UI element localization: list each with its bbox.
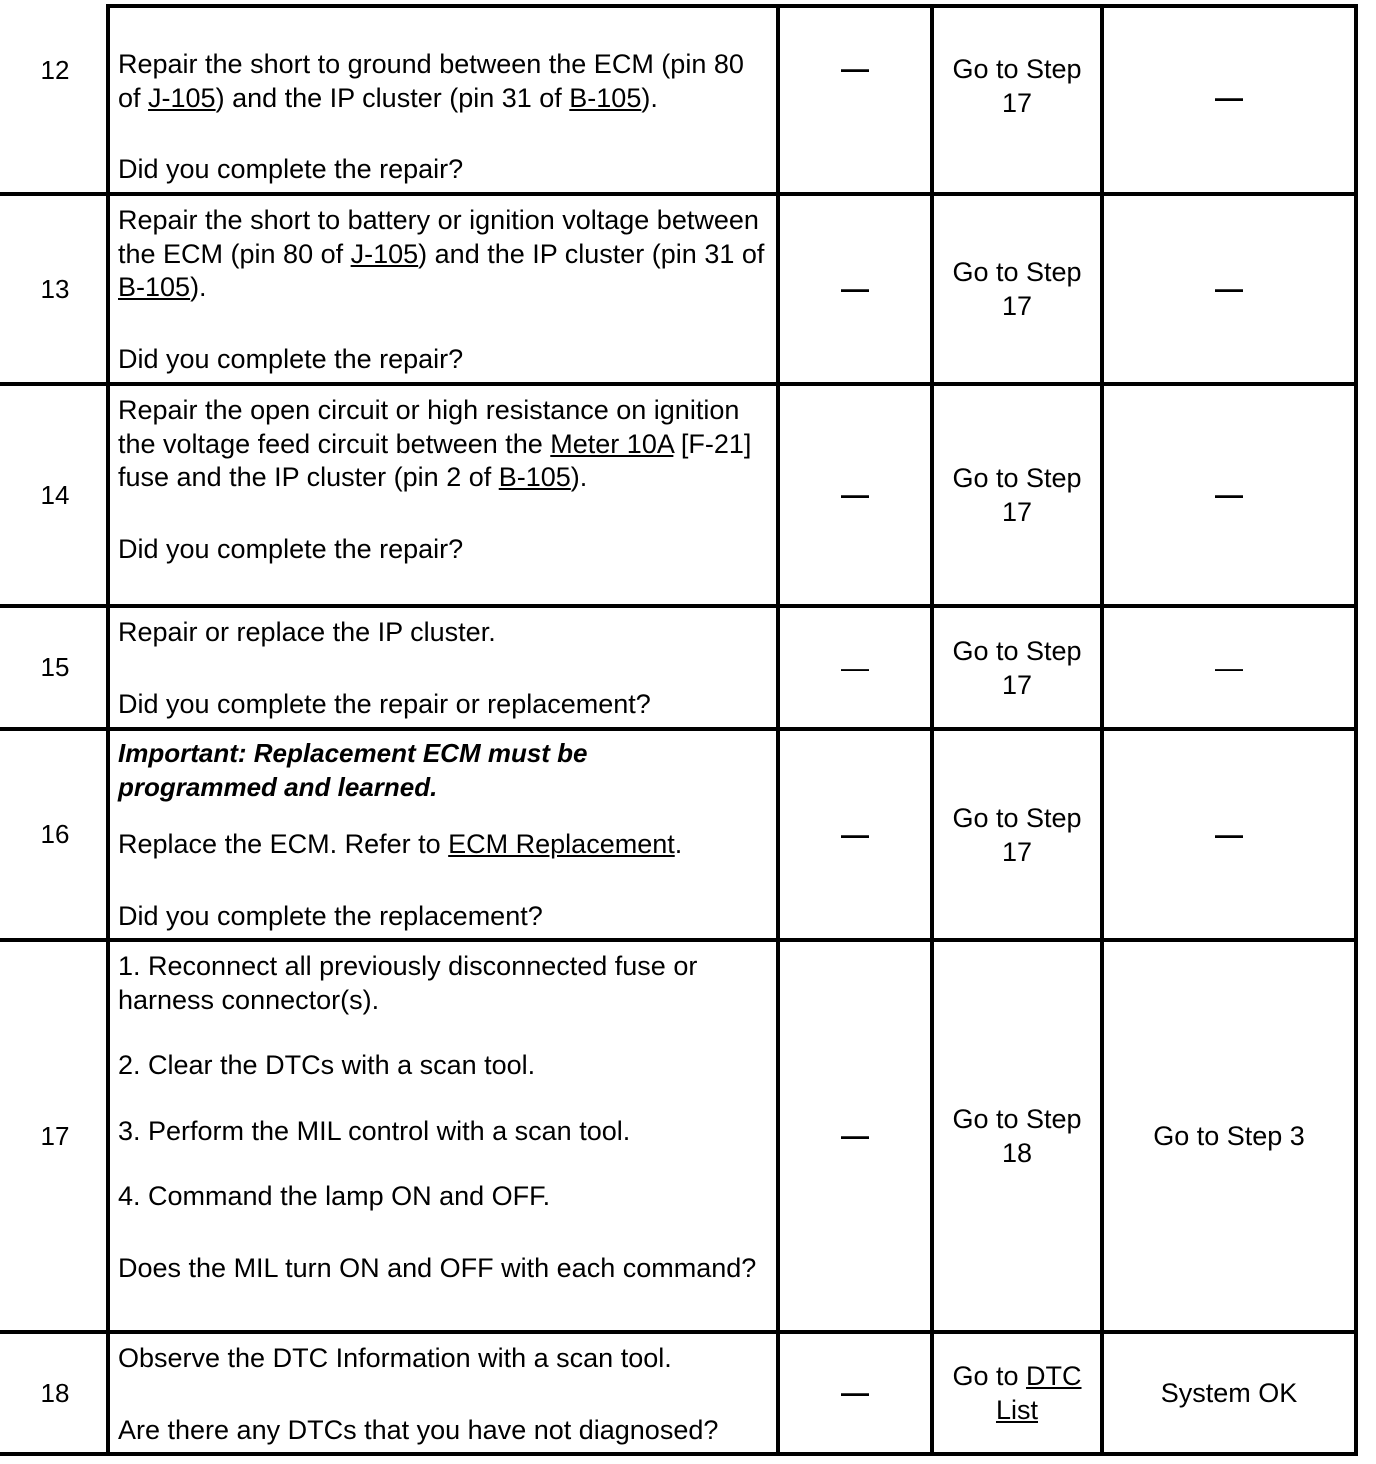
step-number-cell [0,729,110,940]
no-cell [1102,194,1356,384]
yes-cell [932,384,1102,606]
value-dash: — [841,818,869,850]
value-cell [778,1332,932,1454]
yes-cell [932,940,1102,1332]
row-divider [0,604,1358,608]
value-cell [778,606,932,729]
value-cell [778,384,932,606]
value-dash: — [841,651,869,683]
yes-action: Go to DTC List [952,1361,1082,1425]
action-cell [118,48,768,187]
step-number-cell [0,606,110,729]
connector-link-b105[interactable]: B-105 [498,462,571,492]
question-text: Does the MIL turn ON and OFF with each command? [118,1252,757,1283]
yes-action: Go to Step 17 [952,54,1082,118]
table-row [0,1332,1376,1454]
action-text: Repair the short to ground between the ECM (pin 80 of J-105) and the IP cluster (pin 31 of B-105). [118,49,744,113]
action-cell [118,1342,768,1447]
value-dash: — [841,1120,869,1151]
no-action: System OK [1160,1378,1298,1408]
row-divider [0,382,1358,386]
yes-cell [932,6,1102,194]
table-row [0,6,1376,194]
question-text: Did you complete the repair or replacement? [118,688,651,719]
table-border-top [106,4,1358,8]
action-cell [118,616,768,721]
yes-action: Go to Step 17 [952,257,1082,321]
action-cell [118,204,768,376]
step-number: 14 [40,479,70,510]
no-cell [1102,729,1356,940]
question-text: Did you complete the repair? [118,154,464,184]
dtc-list-link[interactable]: DTC List [995,1361,1082,1425]
value-cell [778,940,932,1332]
connector-link-b105[interactable]: B-105 [569,82,642,113]
step-number-cell [0,1332,110,1454]
step-number-cell [0,6,110,194]
action-cell [118,394,768,566]
step-number: 16 [40,819,70,849]
step-number-cell [0,194,110,384]
step-number: 13 [40,273,70,304]
no-action: Go to Step 3 [1153,1121,1305,1151]
yes-cell [932,606,1102,729]
procedure-step: 4. Command the lamp ON and OFF. [118,1181,551,1211]
action-cell [118,737,768,933]
no-cell [1102,940,1356,1332]
row-divider [0,938,1358,942]
value-dash: — [841,1377,869,1408]
no-cell [1102,6,1356,194]
fuse-link-meter-10a[interactable]: Meter 10A [550,428,674,459]
procedure-step: 3. Perform the MIL control with a scan tool. [118,1115,631,1146]
action-text: Observe the DTC Information with a scan tool. [118,1343,672,1373]
yes-cell [932,1332,1102,1454]
table-row [0,194,1376,384]
action-cell [118,950,768,1285]
table-row [0,729,1376,940]
no-dash: — [1215,818,1243,850]
row-divider [0,192,1358,196]
action-text: Repair the short to battery or ignition voltage between the ECM (pin 80 of J-105) and the IP cluster (pin 31 of B-105). [118,205,765,302]
table-border-bottom [0,1452,1358,1456]
value-cell [778,6,932,194]
yes-cell [932,194,1102,384]
yes-cell [932,729,1102,940]
table-row [0,606,1376,729]
yes-action: Go to Step 17 [952,635,1082,700]
yes-action: Go to Step 17 [952,463,1082,527]
value-cell [778,729,932,940]
table-row [0,384,1376,606]
connector-link-j105[interactable]: J-105 [148,82,216,113]
important-note: Important: Replacement ECM must be programmed and learned. [118,738,588,802]
procedure-step: 1. Reconnect all previously disconnected fuse or harness connector(s). [118,951,698,1015]
procedure-step: 2. Clear the DTCs with a scan tool. [118,1050,536,1080]
row-divider [0,727,1358,731]
no-cell [1102,606,1356,729]
ecm-replacement-link[interactable]: ECM Replacement [448,829,675,859]
connector-link-j105[interactable]: J-105 [350,238,419,269]
action-text: Repair or replace the IP cluster. [118,617,496,647]
question-text: Did you complete the repair? [118,533,464,564]
value-cell [778,194,932,384]
step-number: 15 [40,652,70,682]
action-text: Replace the ECM. Refer to ECM Replacement. [118,829,683,859]
no-dash: — [1215,651,1243,683]
no-dash: — [1215,273,1243,304]
action-text: Repair the open circuit or high resistance on ignition the voltage feed circuit between the Meter 10A [F-21] fuse and the IP cluster (pin 2 of B-105). [118,395,752,492]
no-dash: — [1215,82,1243,113]
no-cell [1102,384,1356,606]
step-number-cell [0,384,110,606]
table-row [0,940,1376,1332]
no-cell [1102,1332,1356,1454]
step-number: 18 [40,1377,70,1408]
value-dash: — [841,273,869,304]
step-number: 17 [40,1120,70,1151]
step-number: 12 [40,54,70,85]
step-number-cell [0,940,110,1332]
yes-action: Go to Step 18 [952,1104,1082,1168]
no-dash: — [1215,479,1243,510]
question-text: Did you complete the repair? [118,343,464,374]
yes-action: Go to Step 17 [952,802,1082,867]
value-dash: — [841,53,869,84]
connector-link-b105[interactable]: B-105 [118,272,191,302]
value-dash: — [841,479,869,510]
row-divider [0,1330,1358,1334]
question-text: Did you complete the replacement? [118,900,543,931]
question-text: Are there any DTCs that you have not diagnosed? [118,1414,719,1445]
